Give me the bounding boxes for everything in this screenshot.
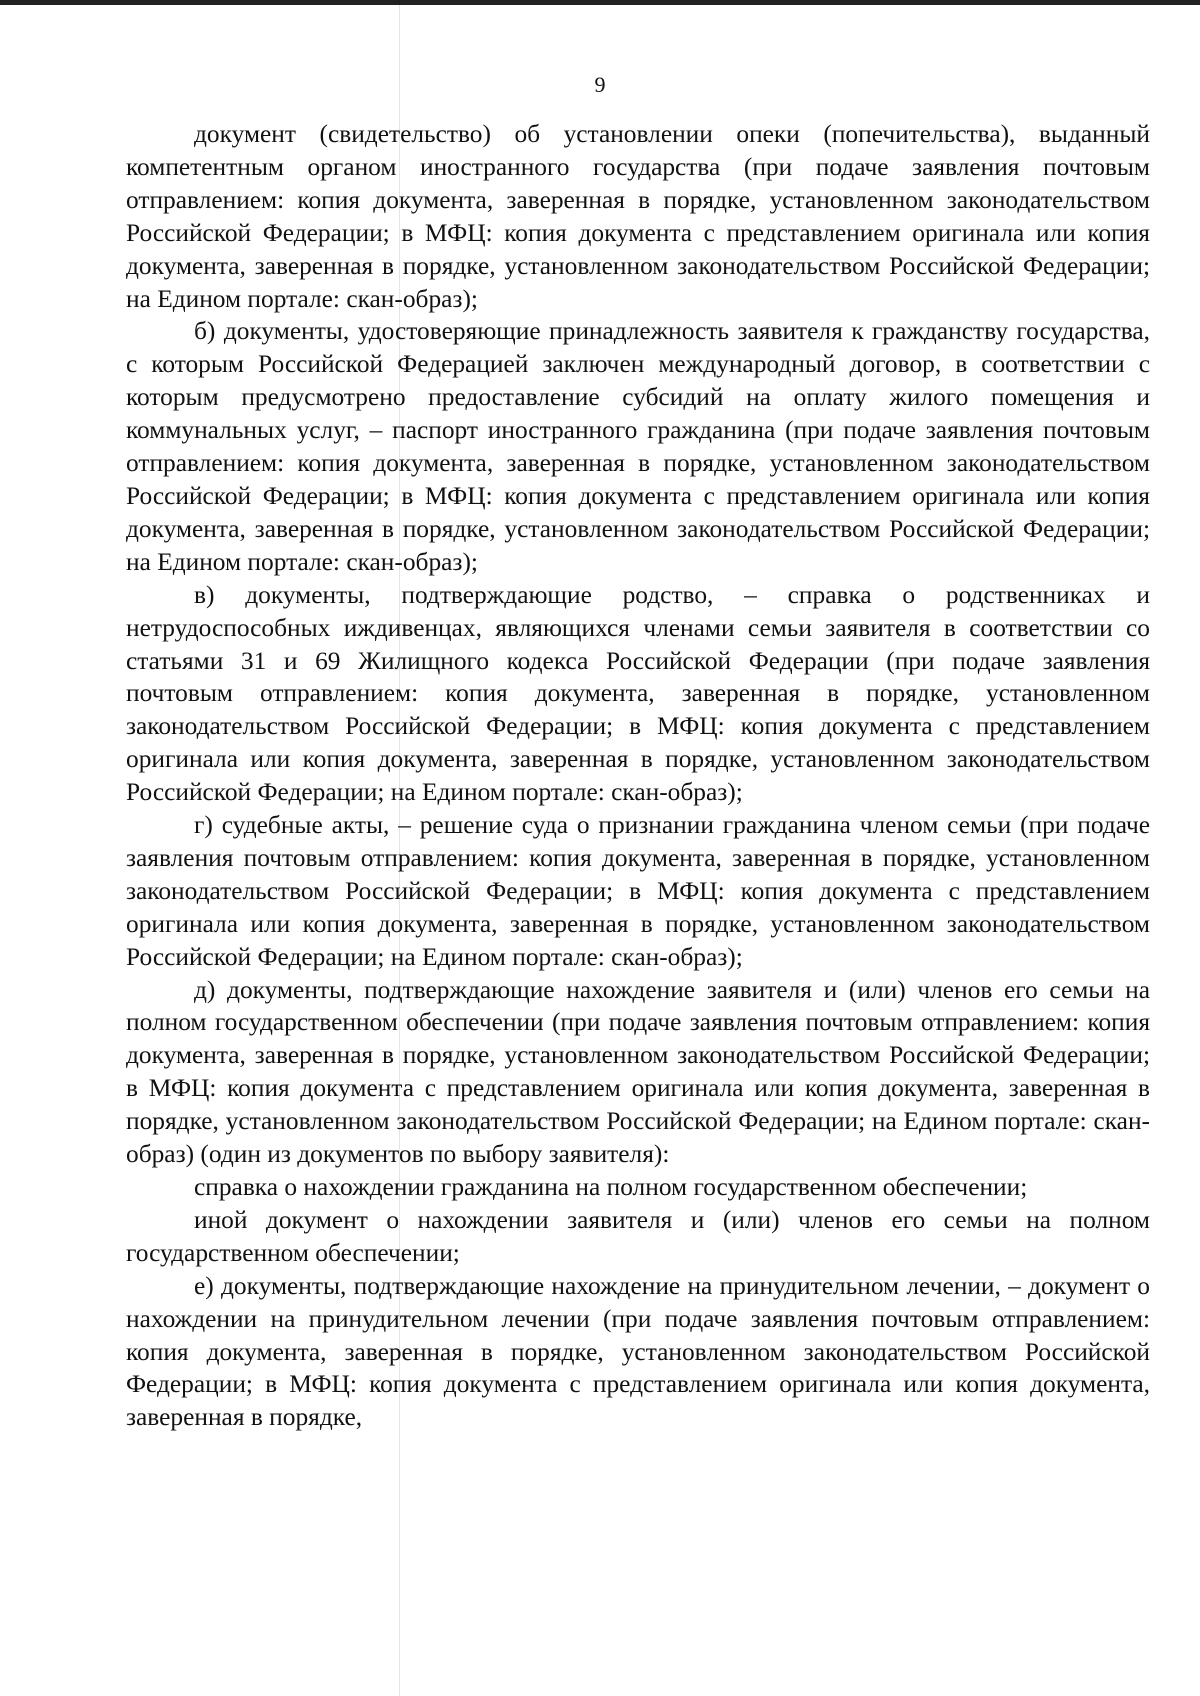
paragraph-e-compulsory-treatment-documents: е) документы, подтверждающие нахождение на принудительном лечении, – документ о нахождении на принудительном лечении (при подаче заявления почтовым отправлением: копия документа, заверенная в порядке, установленном законодательством Российской Федерации; в МФЦ: копия документа с представлением оригинала или копия документа, заверенная в порядке, bbox=[126, 1271, 1150, 1432]
page-number: 9 bbox=[594, 72, 606, 97]
paragraph-g-court-acts: г) судебные акты, – решение суда о признании гражданина членом семьи (при подаче заявления почтовым отправлением: копия документа, заверенная в порядке, установленном законодательством Российской Федерации; в МФЦ: копия документа с представлением оригинала или копия документа, заверенная в порядке, установленном законодательством Российской Федерации; на Едином портале: скан-образ); bbox=[126, 811, 1150, 971]
paragraph-state-support-certificate: справка о нахождении гражданина на полном государственном обеспечении; bbox=[194, 1173, 1028, 1201]
paragraph-b-citizenship-documents: б) документы, удостоверяющие принадлежность заявителя к гражданству государства, с которым Российской Федерацией заключен международный договор, в соответствии с которым предусмотрено предоставление субсидий на оплату жилого помещения и коммунальных услуг, – паспорт иностранного гражданина (при подаче заявления почтовым отправлением: копия документа, заверенная в порядке, установленном законодательством Российской Федерации; в МФЦ: копия документа с представлением оригинала или копия документа, заверенная в порядке, установленном законодательством Российской Федерации; на Едином портале: скан-образ); bbox=[126, 317, 1150, 576]
paragraph-guardianship-document: документ (свидетельство) об установлении опеки (попечительства), выданный компетентным органом иностранного государства (при подаче заявления почтовым отправлением: копия документа, заверенная в порядке, установленном законодательством Российской Федерации; в МФЦ: копия документа с представлением оригинала или копия документа, заверенная в порядке, установленном законодательством Российской Федерации; на Едином портале: скан-образ); bbox=[126, 120, 1150, 313]
paragraph-d-state-support-documents: д) документы, подтверждающие нахождение заявителя и (или) членов его семьи на полном государственном обеспечении (при подаче заявления почтовым отправлением: копия документа, заверенная в порядке, установленном законодательством Российской Федерации; в МФЦ: копия документа с представлением оригинала или копия документа, заверенная в порядке, установленном законодательством Российской Федерации; на Едином портале: скан-образ) (один из документов по выбору заявителя): bbox=[126, 975, 1150, 1169]
top-border-line bbox=[0, 0, 1200, 5]
paragraph-other-state-support-document: иной документ о нахождении заявителя и (или) членов его семьи на полном государственном обеспечении; bbox=[126, 1205, 1150, 1267]
document-body bbox=[126, 118, 1150, 1434]
paragraph-v-kinship-documents: в) документы, подтверждающие родство, – справка о родственниках и нетрудоспособных иждивенцах, являющихся членами семьи заявителя в соответствии со статьями 31 и 69 Жилищного кодекса Российской Федерации (при подаче заявления почтовым отправлением: копия документа, заверенная в порядке, установленном законодательством Российской Федерации; в МФЦ: копия документа с представлением оригинала или копия документа, заверенная в порядке, установленном законодательством Российской Федерации; на Едином портале: скан-образ); bbox=[126, 580, 1150, 807]
